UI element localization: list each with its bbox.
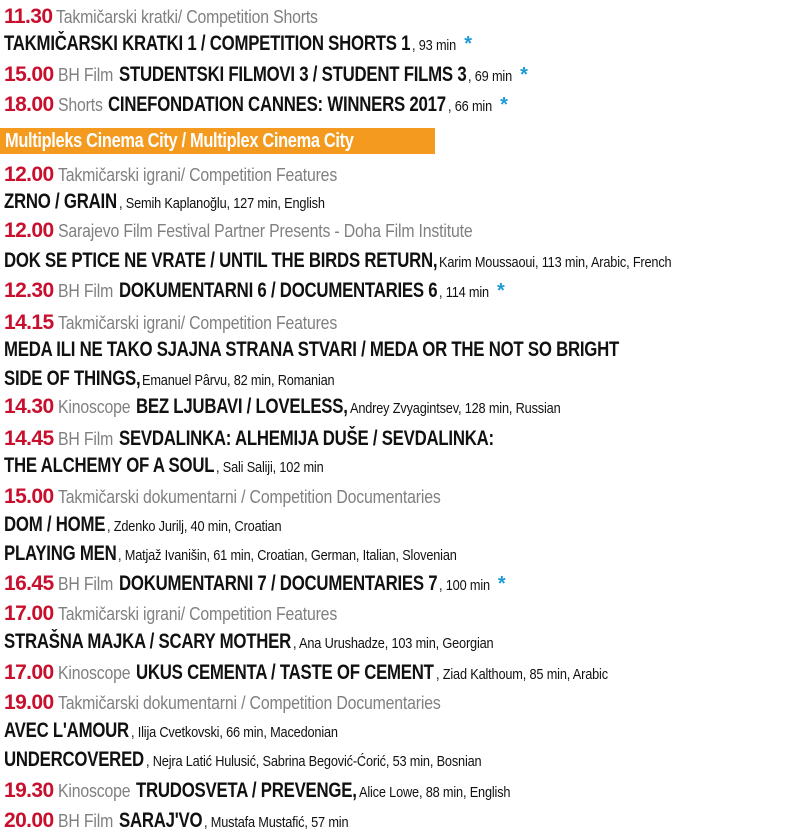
screening-time: 12.00: [4, 219, 54, 242]
film-details: , Zdenko Jurilj, 40 min, Croatian: [107, 518, 282, 535]
program-category: Kinoscope: [57, 397, 130, 417]
film-details: Andrey Zvyagintsev, 128 min, Russian: [349, 400, 561, 417]
film-title: ZRNO / GRAIN: [4, 190, 117, 213]
film-title: DOKUMENTARNI 7 / DOCUMENTARIES 7: [118, 572, 437, 595]
film-title: PLAYING MEN: [4, 542, 117, 565]
schedule-entry: [4, 94, 805, 115]
program-category: Takmičarski dokumentarni / Competition Documentaries: [57, 487, 441, 507]
program-category: Takmičarski dokumentarni / Competition Documentaries: [57, 693, 441, 713]
film-details: , Ilija Cvetkovski, 66 min, Macedonian: [130, 724, 338, 741]
asterisk-mark: *: [500, 94, 508, 116]
schedule-entry-detail: [4, 191, 805, 212]
film-details: , 69 min: [468, 68, 513, 85]
film-details: , 93 min: [412, 37, 457, 54]
asterisk-mark: *: [464, 33, 472, 55]
film-title: SARAJ'VO: [118, 809, 202, 832]
program-category: Takmičarski igrani/ Competition Features: [57, 604, 337, 624]
screening-time: 17.00: [4, 661, 54, 684]
film-title: TRUDOSVETA / PREVENGE,: [136, 779, 357, 802]
film-details: Karim Moussaoui, 113 min, Arabic, French: [439, 254, 672, 271]
program-category: Takmičarski igrani/ Competition Features: [57, 165, 337, 185]
schedule-entry: [4, 810, 805, 831]
screening-time: 20.00: [4, 809, 54, 832]
film-title: STRAŠNA MAJKA / SCARY MOTHER: [4, 630, 291, 653]
schedule-entry: [4, 312, 805, 333]
film-details: Emanuel Pârvu, 82 min, Romanian: [142, 372, 335, 389]
film-details: , Semih Kaplanoğlu, 127 min, English: [118, 195, 325, 212]
screening-time: 12.00: [4, 163, 54, 186]
screening-time: 12.30: [4, 279, 54, 302]
program-category: Kinoscope: [57, 663, 130, 683]
program-category: BH Film: [57, 811, 113, 831]
schedule-entry-detail: [4, 631, 805, 652]
program-category: BH Film: [57, 281, 113, 301]
schedule-entry-detail: [4, 720, 805, 741]
screening-time: 14.45: [4, 427, 54, 450]
film-details: , 66 min: [448, 98, 493, 115]
film-details: , Ana Urushadze, 103 min, Georgian: [292, 635, 494, 652]
film-title: TAKMIČARSKI KRATKI 1 / COMPETITION SHORTS 1: [4, 32, 411, 55]
film-title: STUDENTSKI FILMOVI 3 / STUDENT FILMS 3: [118, 63, 467, 86]
program-category: Sarajevo Film Festival Partner Presents - Doha Film Institute: [57, 221, 473, 241]
screening-time: 15.00: [4, 485, 54, 508]
screening-time: 14.30: [4, 395, 54, 418]
screening-time: 19.30: [4, 779, 54, 802]
film-title: BEZ LJUBAVI / LOVELESS,: [136, 395, 348, 418]
schedule-entry: [4, 780, 805, 801]
asterisk-mark: *: [496, 280, 505, 302]
schedule-entry: [4, 603, 805, 624]
schedule-entry: [4, 662, 805, 683]
schedule-entry-detail: [4, 455, 805, 476]
film-details: , 114 min: [439, 284, 489, 301]
screening-time: 15.00: [4, 63, 54, 86]
schedule-entry: [4, 428, 805, 449]
schedule-entry-detail: [4, 250, 805, 271]
schedule-entry: [4, 6, 805, 27]
film-details: , Matjaž Ivanišin, 61 min, Croatian, German, Italian, Slovenian: [118, 547, 458, 564]
schedule-entry-detail: [4, 749, 805, 770]
schedule-entry: [4, 220, 805, 241]
program-category: BH Film: [57, 65, 113, 85]
schedule-entry: [4, 573, 805, 594]
schedule-entry-detail: [4, 33, 805, 54]
asterisk-mark: *: [497, 573, 506, 595]
film-details: , 100 min: [439, 577, 490, 594]
program-category: Shorts: [57, 95, 103, 115]
program-category: BH Film: [57, 429, 113, 449]
schedule-entry-detail: [4, 368, 805, 389]
film-details: , Ziad Kalthoum, 85 min, Arabic: [435, 666, 608, 683]
screening-time: 19.00: [4, 691, 54, 714]
program-category: Kinoscope: [57, 781, 130, 801]
film-title: SIDE OF THINGS,: [4, 367, 141, 390]
schedule-entry: [4, 64, 805, 85]
film-title: UKUS CEMENTA / TASTE OF CEMENT: [136, 661, 434, 684]
screening-time: 14.15: [4, 311, 54, 334]
screening-time: 18.00: [4, 93, 54, 116]
film-title: DOK SE PTICE NE VRATE / UNTIL THE BIRDS RETURN,: [4, 249, 438, 272]
film-title: UNDERCOVERED: [4, 748, 144, 771]
film-title: DOM / HOME: [4, 513, 106, 536]
film-title: THE ALCHEMY OF A SOUL: [4, 454, 215, 477]
film-details: Alice Lowe, 88 min, English: [358, 784, 510, 801]
schedule-entry: [4, 396, 805, 417]
film-title: AVEC L'AMOUR: [4, 719, 129, 742]
film-title: MEDA ILI NE TAKO SJAJNA STRANA STVARI / MEDA OR THE NOT SO BRIGHT: [4, 338, 620, 361]
schedule-entry: [4, 280, 805, 301]
screening-time: 11.30: [4, 5, 53, 28]
schedule-entry: [4, 486, 805, 507]
program-category: Takmičarski kratki/ Competition Shorts: [56, 7, 319, 27]
asterisk-mark: *: [520, 64, 528, 86]
schedule-entry: [4, 692, 805, 713]
screening-time: 17.00: [4, 602, 54, 625]
schedule-entry-detail: [4, 339, 805, 360]
program-category: BH Film: [57, 574, 113, 594]
film-title: CINEFONDATION CANNES: WINNERS 2017: [108, 93, 447, 116]
schedule-entry: [4, 164, 805, 185]
film-details: , Sali Saliji, 102 min: [216, 459, 324, 476]
film-details: , Mustafa Mustafić, 57 min: [203, 814, 349, 831]
venue-heading: Multipleks Cinema City / Multiplex Cinema City: [0, 128, 435, 154]
film-details: , Nejra Latić Hulusić, Sabrina Begović-Ćorić, 53 min, Bosnian: [145, 753, 482, 770]
schedule-entry-detail: [4, 543, 805, 564]
schedule-entry-detail: [4, 514, 805, 535]
program-category: Takmičarski igrani/ Competition Features: [57, 313, 337, 333]
film-title: DOKUMENTARNI 6 / DOCUMENTARIES 6: [118, 279, 437, 302]
film-title: SEVDALINKA: ALHEMIJA DUŠE / SEVDALINKA:: [118, 427, 494, 450]
screening-time: 16.45: [4, 572, 54, 595]
